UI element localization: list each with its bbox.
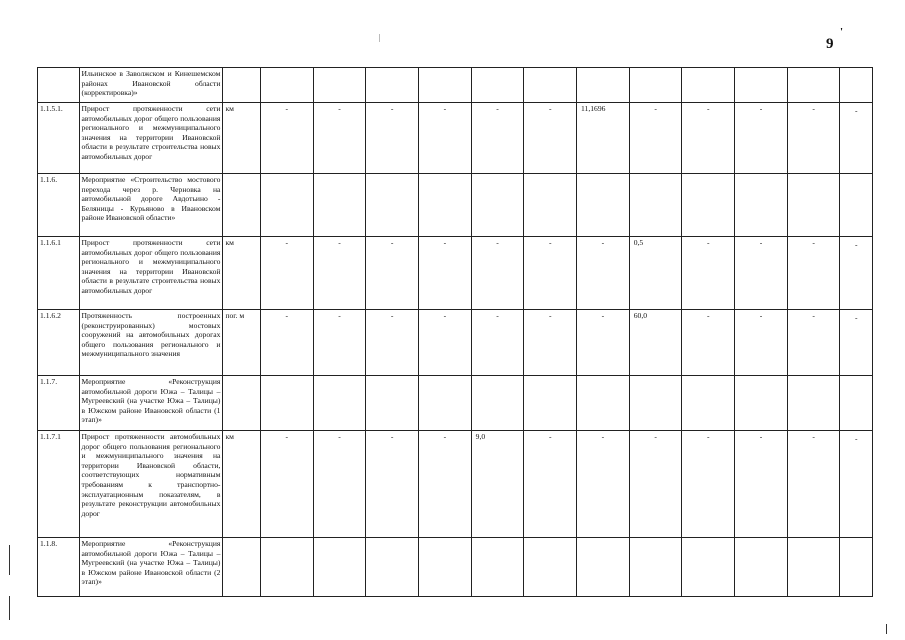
row-description: Прирост протяженности сети автомобильных дорог общего пользования регионального и межмуниципального значения на территории Ивановской области в результате строительства новых автомобильных дорог <box>79 103 223 174</box>
value-cell <box>260 174 313 237</box>
value-cell <box>840 376 873 431</box>
value-cell: - <box>366 431 419 538</box>
value-cell <box>418 376 471 431</box>
value-cell: 0,5 <box>629 237 682 310</box>
value-cell <box>735 538 788 597</box>
row-number <box>38 68 80 103</box>
value-cell: - <box>735 237 788 310</box>
row-unit <box>223 68 260 103</box>
value-cell <box>629 376 682 431</box>
table-row <box>38 103 873 174</box>
indicators-table <box>37 67 873 597</box>
value-cell <box>366 174 419 237</box>
value-cell: - <box>418 103 471 174</box>
value-cell <box>787 68 840 103</box>
value-cell <box>524 68 577 103</box>
value-cell <box>577 68 630 103</box>
table-row <box>38 538 873 597</box>
value-cell: - <box>735 103 788 174</box>
value-cell: - <box>787 431 840 538</box>
row-number: 1.1.6. <box>38 174 80 237</box>
row-unit: км <box>223 431 260 538</box>
value-cell <box>840 174 873 237</box>
value-cell: - <box>682 237 735 310</box>
value-cell: - <box>682 431 735 538</box>
value-cell <box>577 174 630 237</box>
value-cell <box>313 68 366 103</box>
table-row <box>38 68 873 103</box>
value-cell: 9,0 <box>471 431 524 538</box>
value-cell <box>629 68 682 103</box>
row-number: 1.1.5.1. <box>38 103 80 174</box>
value-cell <box>366 68 419 103</box>
value-cell: - <box>787 103 840 174</box>
row-unit: км <box>223 237 260 310</box>
scan-artifact-left-1 <box>9 545 10 575</box>
row-description: Прирост протяженности автомобильных дорог общего пользования регионального и межмуниципального значения на территории Ивановской области, соответствующих нормативным требованиям к транспортно-эксплуатационным показателям, в результате реконструкции автомобильных дорог <box>79 431 223 538</box>
value-cell <box>366 538 419 597</box>
value-cell: - <box>629 431 682 538</box>
value-cell: - <box>313 310 366 376</box>
value-cell <box>577 538 630 597</box>
value-cell <box>840 68 873 103</box>
value-cell <box>524 174 577 237</box>
row-number: 1.1.7. <box>38 376 80 431</box>
value-cell <box>418 68 471 103</box>
value-cell: 60,0 <box>629 310 682 376</box>
value-cell <box>682 538 735 597</box>
value-cell: - <box>787 237 840 310</box>
table-row <box>38 174 873 237</box>
row-number: 1.1.7.1 <box>38 431 80 538</box>
value-cell: - <box>577 310 630 376</box>
value-cell: - <box>524 431 577 538</box>
value-cell: - <box>735 310 788 376</box>
value-cell: - <box>418 237 471 310</box>
value-cell: 11,1696 <box>577 103 630 174</box>
value-cell <box>735 376 788 431</box>
value-cell: - <box>735 431 788 538</box>
value-cell: - <box>471 310 524 376</box>
value-cell: - <box>577 431 630 538</box>
row-unit <box>223 538 260 597</box>
value-cell: - <box>524 237 577 310</box>
value-cell <box>313 538 366 597</box>
scan-artifact-top <box>379 34 380 42</box>
value-cell: - <box>471 103 524 174</box>
table-row <box>38 376 873 431</box>
scan-artifact-right <box>886 624 887 634</box>
value-cell: - <box>260 237 313 310</box>
row-unit: км <box>223 103 260 174</box>
value-cell <box>682 376 735 431</box>
page-number: 9 ' <box>826 26 844 52</box>
page-number-mark: ' <box>840 26 844 38</box>
value-cell: - <box>260 310 313 376</box>
value-cell: - <box>577 237 630 310</box>
table-row <box>38 237 873 310</box>
row-description: Мероприятие «Реконструкция автомобильной дороги Южа – Талицы – Мугреевский (на участке Южа – Талицы) в Южском районе Ивановской области (1 этап)» <box>79 376 223 431</box>
value-cell: - <box>366 310 419 376</box>
value-cell: - <box>840 431 873 538</box>
value-cell <box>313 376 366 431</box>
value-cell <box>471 68 524 103</box>
value-cell <box>471 174 524 237</box>
value-cell: - <box>682 103 735 174</box>
value-cell: - <box>787 310 840 376</box>
value-cell: - <box>840 103 873 174</box>
row-unit: пог. м <box>223 310 260 376</box>
row-description: Мероприятие «Реконструкция автомобильной дороги Южа – Талицы – Мугреевский (на участке Южа – Талицы) в Южском районе Ивановской области (2 этап)» <box>79 538 223 597</box>
value-cell <box>471 538 524 597</box>
value-cell: - <box>840 237 873 310</box>
row-number: 1.1.8. <box>38 538 80 597</box>
row-description: Протяженность построенных (реконструированных) мостовых сооружений на автомобильных дорогах общего пользования регионального и межмуниципального значения <box>79 310 223 376</box>
value-cell <box>682 174 735 237</box>
row-number: 1.1.6.2 <box>38 310 80 376</box>
row-description: Мероприятие «Строительство мостового перехода через р. Черновка на автомобильной дороге Авдотьино - Беляницы - Курьяново в Ивановском районе Ивановской области» <box>79 174 223 237</box>
value-cell: - <box>471 237 524 310</box>
row-number: 1.1.6.1 <box>38 237 80 310</box>
value-cell <box>471 376 524 431</box>
value-cell <box>629 174 682 237</box>
value-cell: - <box>682 310 735 376</box>
value-cell <box>260 538 313 597</box>
value-cell <box>418 174 471 237</box>
table-row <box>38 431 873 538</box>
table-row <box>38 310 873 376</box>
row-description: Ильинское в Заволжском и Кинешемском районах Ивановской области (корректировка)» <box>79 68 223 103</box>
row-unit <box>223 174 260 237</box>
value-cell <box>366 376 419 431</box>
value-cell: - <box>366 103 419 174</box>
value-cell <box>524 538 577 597</box>
value-cell: - <box>524 103 577 174</box>
value-cell <box>260 68 313 103</box>
value-cell <box>524 376 577 431</box>
value-cell <box>260 376 313 431</box>
value-cell <box>840 538 873 597</box>
scan-artifact-left-2 <box>9 596 10 620</box>
value-cell <box>735 68 788 103</box>
value-cell: - <box>313 103 366 174</box>
value-cell <box>629 538 682 597</box>
row-description: Прирост протяженности сети автомобильных дорог общего пользования регионального и межмуниципального значения на территории Ивановской области в результате строительства новых автомобильных дорог <box>79 237 223 310</box>
value-cell <box>313 174 366 237</box>
value-cell: - <box>260 103 313 174</box>
value-cell <box>787 174 840 237</box>
value-cell: - <box>418 431 471 538</box>
value-cell: - <box>840 310 873 376</box>
value-cell <box>787 538 840 597</box>
row-unit <box>223 376 260 431</box>
value-cell: - <box>418 310 471 376</box>
value-cell: - <box>366 237 419 310</box>
value-cell <box>418 538 471 597</box>
value-cell: - <box>260 431 313 538</box>
value-cell <box>735 174 788 237</box>
value-cell <box>577 376 630 431</box>
value-cell: - <box>313 431 366 538</box>
value-cell: - <box>524 310 577 376</box>
value-cell <box>787 376 840 431</box>
value-cell: - <box>313 237 366 310</box>
value-cell: - <box>629 103 682 174</box>
value-cell <box>682 68 735 103</box>
